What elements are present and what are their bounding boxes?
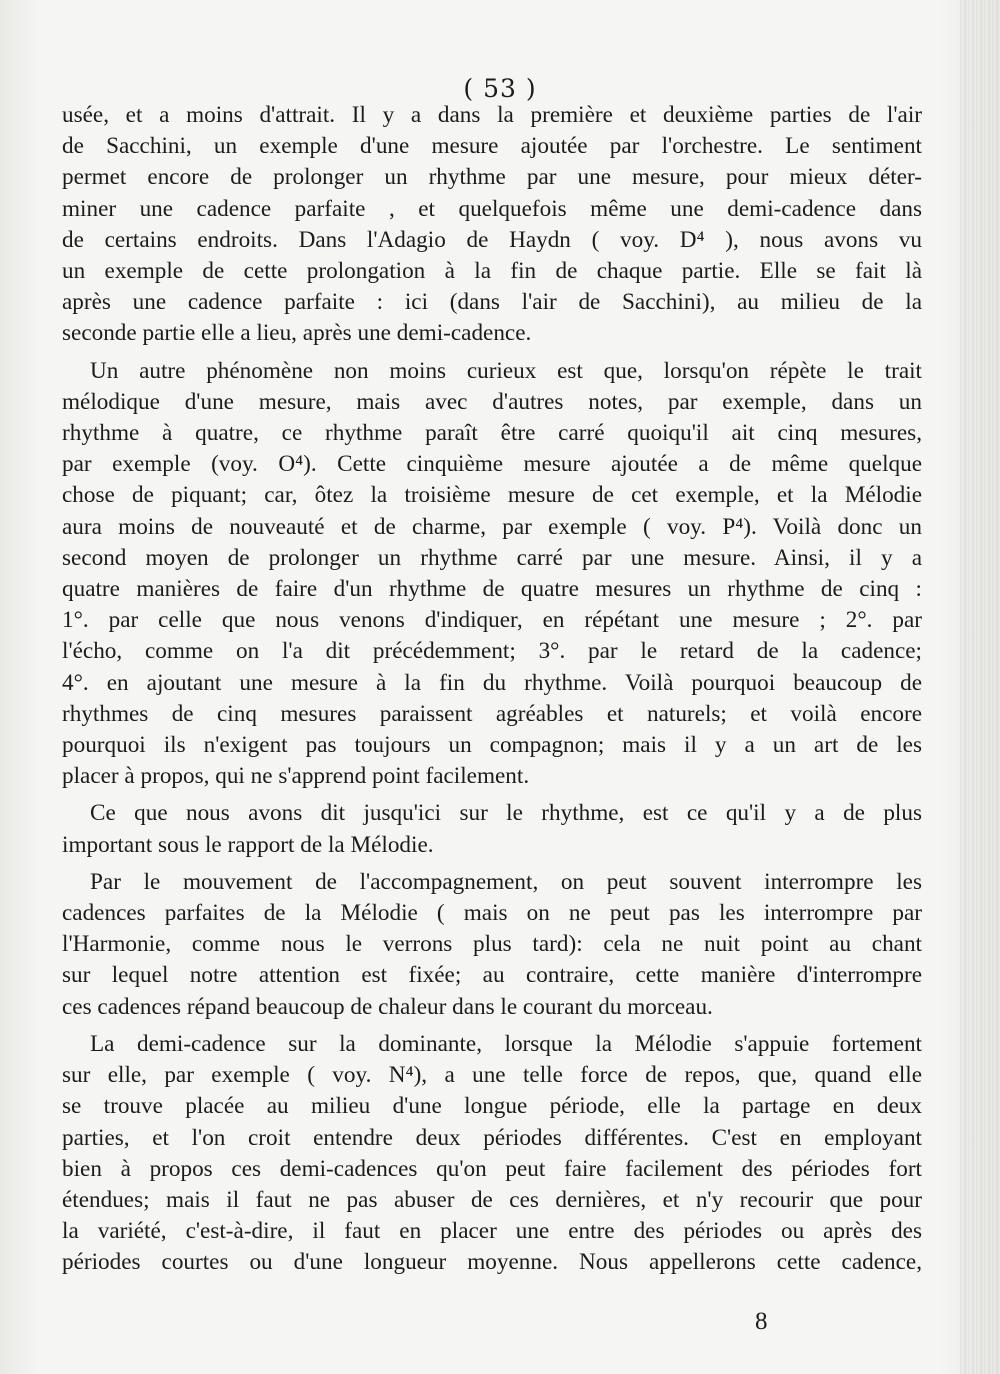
text-line: rhythmes de cinq mesures paraissent agréables et naturels; et voilà encore (62, 700, 922, 727)
text-line: étendues; mais il faut ne pas abuser de ces dernières, et n'y recourir que pour (62, 1186, 922, 1213)
signature-mark: 8 (755, 1308, 768, 1335)
text-line: quatre manières de faire d'un rhythme de quatre mesures un rhythme de cinq : (62, 576, 922, 603)
page-number: ( 53 ) (463, 74, 537, 103)
text-line: 1°. par celle que nous venons d'indiquer, en répétant une mesure ; 2°. par (62, 607, 922, 634)
text-line: périodes courtes ou d'une longueur moyenne. Nous appellerons cette cadence, (62, 1249, 922, 1276)
text-line: second moyen de prolonger un rhythme carré par une mesure. Ainsi, il y a (62, 544, 922, 571)
text-line: l'écho, comme on l'a dit précédemment; 3°. par le retard de la cadence; (62, 638, 922, 665)
paragraph-1 (62, 100, 922, 350)
text-line: aura moins de nouveauté et de charme, par exemple ( voy. P⁴). Voilà donc un (62, 513, 922, 540)
text-line: un exemple de cette prolongation à la fin de chaque partie. Elle se fait là (62, 258, 922, 285)
text-line: important sous le rapport de la Mélodie. (62, 831, 434, 858)
text-line: par exemple (voy. O⁴). Cette cinquième mesure ajoutée a de même quelque (62, 451, 922, 478)
text-line: 4°. en ajoutant une mesure à la fin du rhythme. Voilà pourquoi beaucoup de (62, 669, 922, 696)
text-line: parties, et l'on croit entendre deux périodes différentes. C'est en employant (62, 1124, 922, 1151)
text-line: sur elle, par exemple ( voy. N⁴), a une telle force de repos, que, quand elle (62, 1062, 922, 1089)
text-line: sur lequel notre attention est fixée; au contraire, cette manière d'interrompre (62, 962, 922, 989)
text-line: miner une cadence parfaite , et quelquefois même une demi-cadence dans (62, 195, 922, 222)
text-line: cadences parfaites de la Mélodie ( mais on ne peut pas les interrompre par (62, 900, 922, 927)
text-line: la variété, c'est-à-dire, il faut en placer une entre des périodes ou après des (62, 1218, 922, 1245)
page-edge-shadow (960, 0, 1000, 1374)
text-line: après une cadence parfaite : ici (dans l'air de Sacchini), au milieu de la (62, 289, 922, 316)
text-line: de Sacchini, un exemple d'une mesure ajoutée par l'orchestre. Le sentiment (62, 133, 922, 160)
text-line: de certains endroits. Dans l'Adagio de Haydn ( voy. D⁴ ), nous avons vu (62, 226, 922, 253)
text-line: pourquoi ils n'exigent pas toujours un compagnon; mais il y a un art de les (62, 732, 922, 759)
text-line: Ce que nous avons dit jusqu'ici sur le rhythme, est ce qu'il y a de plus (90, 800, 922, 827)
text-line: mélodique d'une mesure, mais avec d'autres notes, par exemple, dans un (62, 388, 922, 415)
text-line: chose de piquant; car, ôtez la troisième mesure de cet exemple, et la Mélodie (62, 482, 922, 509)
text-line: bien à propos ces demi-cadences qu'on peut faire facilement des périodes fort (62, 1155, 922, 1182)
paragraph-5 (62, 1029, 922, 1279)
body-text (62, 100, 922, 1279)
text-line: seconde partie elle a lieu, après une demi-cadence. (62, 320, 532, 347)
text-line: l'Harmonie, comme nous le verrons plus tard): cela ne nuit point au chant (62, 931, 922, 958)
text-line: rhythme à quatre, ce rhythme paraît être carré quoiqu'il ait cinq mesures, (62, 420, 922, 447)
text-line: placer à propos, qui ne s'apprend point facilement. (62, 763, 530, 790)
paragraph-3 (62, 798, 922, 860)
paragraph-2 (62, 356, 922, 793)
text-line: permet encore de prolonger un rhythme par une mesure, pour mieux déter- (62, 164, 922, 191)
text-line: Par le mouvement de l'accompagnement, on peut souvent interrompre les (90, 868, 922, 895)
text-line: Un autre phénomène non moins curieux est que, lorsqu'on répète le trait (90, 357, 922, 384)
text-line: se trouve placée au milieu d'une longue période, elle la partage en deux (62, 1093, 922, 1120)
text-line: La demi-cadence sur la dominante, lorsque la Mélodie s'appuie fortement (90, 1030, 922, 1057)
text-line: usée, et a moins d'attrait. Il y a dans la première et deuxième parties de l'air (62, 102, 922, 128)
text-line: ces cadences répand beaucoup de chaleur dans le courant du morceau. (62, 993, 713, 1020)
paragraph-4 (62, 867, 922, 1023)
